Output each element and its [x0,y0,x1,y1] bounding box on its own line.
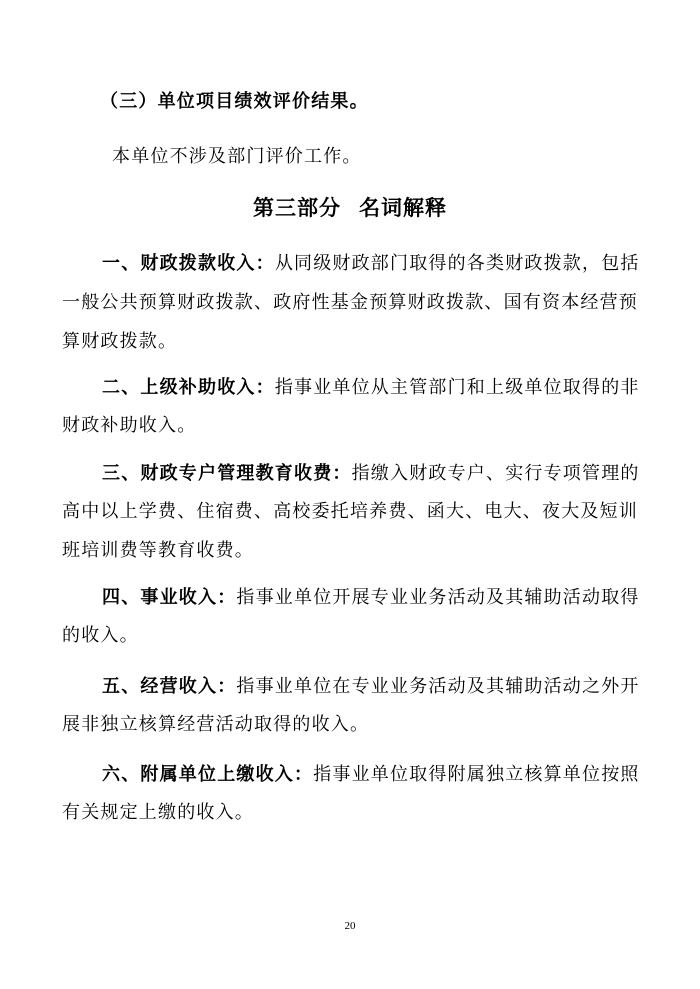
term-label: 一、财政拨款收入： [102,253,275,274]
term-text: 的收入。 [62,625,139,646]
term-text: 算财政拨款。 [62,331,178,352]
part-title: 第三部分 [253,196,341,220]
term-label: 六、附属单位上缴收入： [102,764,314,785]
term-paragraph [102,252,640,276]
part-name: 名词解释 [359,196,447,220]
term-text: 一般公共预算财政拨款、政府性基金预算财政拨款、国有资本经营预 [62,292,638,313]
part-heading [0,194,700,222]
term-paragraph [102,586,640,610]
term-text: 高中以上学费、住宿费、高校委托培养费、函大、电大、夜大及短训 [62,501,638,522]
term-paragraph [102,763,640,787]
term-paragraph [102,675,640,699]
term-text: 有关规定上缴的收入。 [62,802,254,823]
term-text: 指事业单位从主管部门和上级单位取得的非 [274,377,640,398]
term-label: 二、上级补助收入： [102,377,275,398]
term-text: 财政补助收入。 [62,415,197,436]
page-number: 20 [344,920,356,932]
term-text: 从同级财政部门取得的各类财政拨款，包括 [274,253,640,274]
term-paragraph [102,462,640,486]
term-paragraph [102,376,640,400]
term-text: 指事业单位开展专业业务活动及其辅助活动取得 [236,587,640,608]
term-text: 展非独立核算经营活动取得的收入。 [62,714,370,735]
subsection-body: 本单位不涉及部门评价工作。 [112,146,362,167]
term-label: 三、财政专户管理教育收费： [102,463,352,484]
term-label: 五、经营收入： [102,676,237,697]
term-text: 指事业单位取得附属独立核算单位按照 [313,764,640,785]
term-text: 班培训费等教育收费。 [62,540,254,561]
term-text: 指事业单位在专业业务活动及其辅助活动之外开 [236,676,640,697]
subsection-heading: （三）单位项目绩效评价结果。 [100,91,369,112]
term-text: 指缴入财政专户、实行专项管理的 [351,463,640,484]
term-label: 四、事业收入： [102,587,237,608]
